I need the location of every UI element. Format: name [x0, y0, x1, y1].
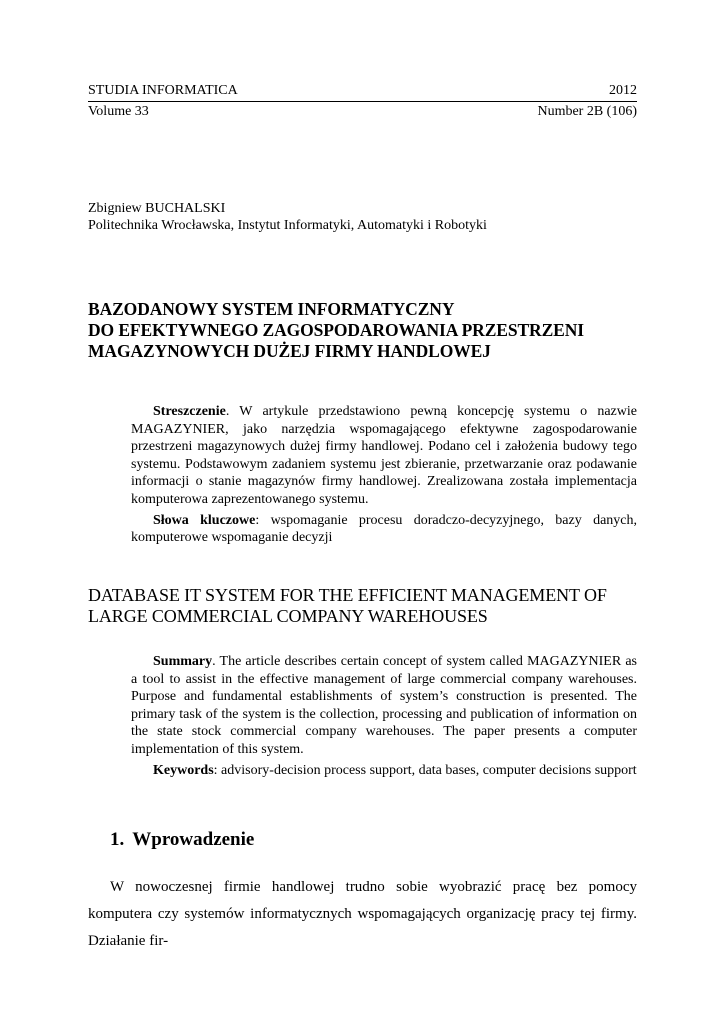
keywords-en	[131, 762, 637, 780]
abstract-pl-label: Streszczenie	[153, 404, 226, 419]
keywords-en-text: : advisory-decision process support, data bases, computer decisions support	[213, 762, 637, 778]
section-number: 1.	[110, 829, 125, 850]
running-header-top	[88, 83, 637, 99]
keywords-pl-text: : wspomaganie procesu doradczo-decyzyjnego, bazy danych, komputerowe wspomaganie decyzji	[131, 512, 637, 546]
paper-title-pl	[88, 299, 648, 362]
keywords-pl	[131, 512, 637, 547]
journal-year: 2012	[609, 83, 637, 98]
section-body	[88, 874, 637, 955]
abstract-en-paragraph	[131, 653, 637, 759]
paper-title-en	[88, 585, 648, 627]
abstract-pl-paragraph	[131, 403, 637, 509]
body-paragraph: W nowoczesnej firmie handlowej trudno sobie wyobrazić pracę bez pomocy komputera czy systemów informatycznych wspomagających organizację pracy tej firmy. Działanie fir-	[88, 879, 637, 949]
title-pl-line: BAZODANOWY SYSTEM INFORMATYCZNY	[88, 299, 455, 319]
title-pl-line: MAGAZYNOWYCH DUŻEJ FIRMY HANDLOWEJ	[88, 341, 491, 361]
author-name: Zbigniew BUCHALSKI	[88, 201, 226, 216]
abstract-en	[131, 653, 637, 779]
journal-number: Number 2B (106)	[537, 104, 637, 119]
title-pl-line: DO EFEKTYWNEGO ZAGOSPODAROWANIA PRZESTRZENI	[88, 320, 584, 340]
abstract-en-label: Summary	[153, 654, 213, 669]
section-title: Wprowadzenie	[132, 829, 255, 850]
keywords-en-label: Keywords	[153, 762, 214, 778]
title-en-line: LARGE COMMERCIAL COMPANY WAREHOUSES	[88, 606, 488, 626]
author-block	[88, 200, 487, 234]
title-en-line: DATABASE IT SYSTEM FOR THE EFFICIENT MANAGEMENT OF	[88, 585, 607, 605]
abstract-pl	[131, 403, 637, 547]
abstract-pl-text: . W artykule przedstawiono pewną koncepcję systemu o nazwie MAGAZYNIER, jako narzędzia wspomagającego efektywne zagospodarowanie przestrzeni magazynowych dużej firmy handlowej. Podano cel i założenia budowy tego systemu. Podstawowym zadaniem systemu jest zbieranie, przetwarzanie oraz podawanie informacji o stanie magazynów firmy handlowej. Zrealizowana została implementacja komputerowa zaprezentowanego systemu.	[131, 404, 637, 507]
journal-volume: Volume 33	[88, 104, 149, 119]
running-header-bottom	[88, 104, 637, 120]
keywords-pl-label: Słowa kluczowe	[153, 512, 256, 528]
abstract-en-text: . The article describes certain concept of system called MAGAZYNIER as a tool to assist in the effective management of large commercial company warehouses. Purpose and fundamental establishments of system’s construction is presented. The primary task of the system is the collection, processing and publication of information on the state stock commercial company warehouses. The paper presents a computer implementation of this system.	[131, 654, 637, 757]
header-rule	[88, 101, 637, 102]
section-heading	[110, 829, 254, 851]
author-affiliation: Politechnika Wrocławska, Instytut Informatyki, Automatyki i Robotyki	[88, 218, 487, 233]
journal-name: STUDIA INFORMATICA	[88, 83, 238, 98]
